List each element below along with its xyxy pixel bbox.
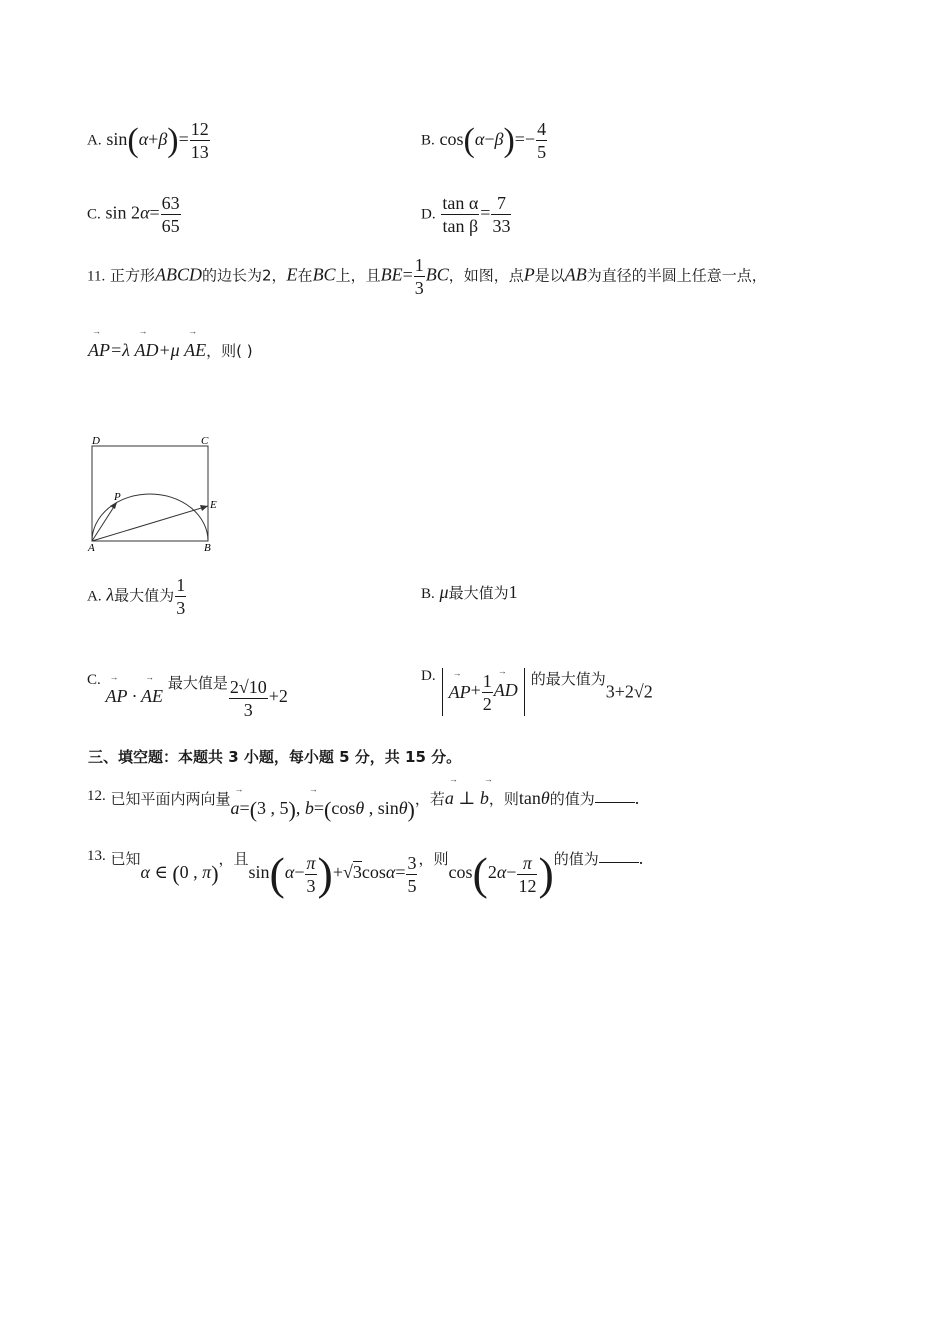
label-p: P bbox=[114, 491, 121, 503]
q11-option-a: A. λ最大值为 $\frac{1}{3}$ bbox=[87, 575, 186, 618]
label-b: B bbox=[204, 542, 211, 554]
q11-square-semicircle-figure bbox=[86, 430, 226, 558]
q11-stem: 11. 正方形ABCD的边长为2，E在BC上，且BE= $\frac{1}{3}$ BC，如图，点P是以AB为直径的半圆上任意一点， bbox=[87, 255, 767, 298]
q10-option-c: C. sin 2α= $\frac{63}{65}$ bbox=[87, 193, 180, 236]
label-c: C bbox=[201, 435, 209, 447]
section-3-heading: 三、填空题：本题共 3 小题，每小题 5 分，共 15 分。 bbox=[88, 748, 462, 766]
label-e: E bbox=[210, 499, 217, 511]
q10-option-a: A. sin(α+β)= $\frac{12}{13}$ bbox=[87, 119, 209, 162]
q13: 13. 已知α ∈ (0 , π)，且sin(α− $\frac{\pi}{3}$ )+√3cosα= $\frac{3}{5}$ ，则cos(2α− $\frac{\pi}{12}$ )的值为 . bbox=[87, 848, 644, 899]
q10-option-d: D. $\frac{\text{tan α}}{\text{tan β}}$ = $\frac{7}{33}$ bbox=[421, 193, 511, 236]
q11-option-d: D.→ AP+ $\frac{1}{2}$ → AD的最大值为3+2√2 bbox=[421, 668, 653, 716]
q10-option-b: B. cos(α−β)=− $\frac{4}{5}$ bbox=[421, 119, 547, 162]
q12: 12. 已知平面内两向量→ a=(3 , 5), → b=(cosθ , sinθ)，若→ a ⊥ → b，则tanθ的值为 . bbox=[87, 788, 639, 821]
q11-option-c: C. → AP · → AE 最大值是 $\frac{2√10}{3}$ +2 bbox=[87, 672, 288, 721]
label-a: A bbox=[88, 542, 95, 554]
label-d: D bbox=[92, 435, 100, 447]
q11-vector-equation: → AP=λ → AD+μ → AE，则( ) bbox=[88, 340, 253, 361]
q11-option-b: B. μ最大值为1 bbox=[421, 582, 518, 602]
